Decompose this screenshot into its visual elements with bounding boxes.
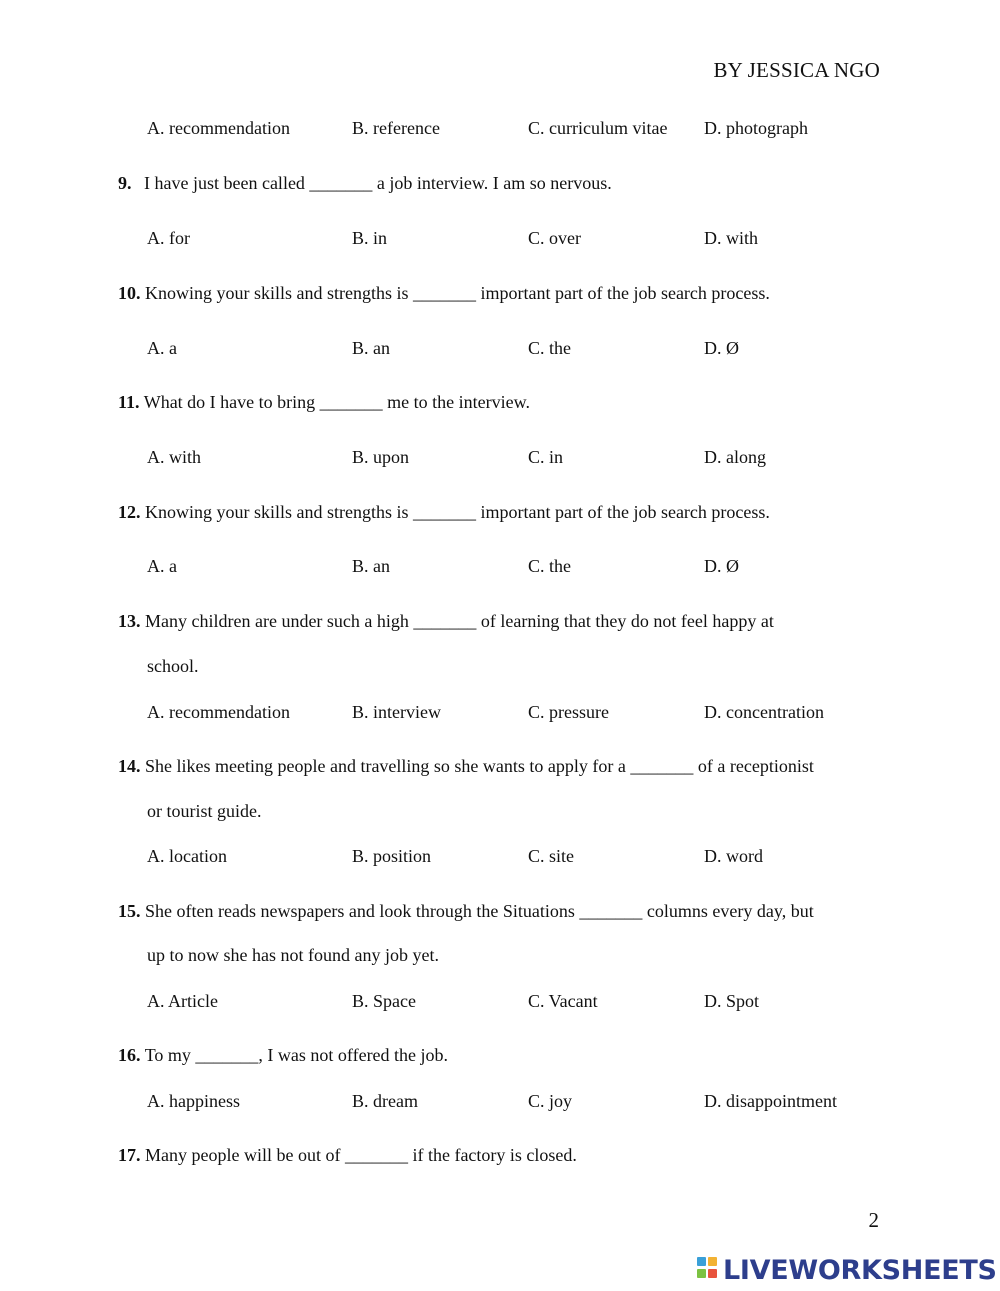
question-number: 11.	[118, 392, 140, 412]
question-10	[118, 283, 888, 304]
question-text-continued: school.	[147, 656, 199, 676]
option-d[interactable]: D. Spot	[704, 991, 760, 1011]
question-number: 15.	[118, 901, 141, 921]
author-header: BY JESSICA NGO	[713, 58, 880, 82]
option-b[interactable]: B. reference	[352, 118, 440, 138]
option-b[interactable]: B. interview	[352, 702, 441, 722]
option-a[interactable]: A. recommendation	[147, 118, 290, 138]
option-c[interactable]: C. pressure	[528, 702, 609, 722]
option-b[interactable]: B. dream	[352, 1091, 418, 1111]
answer-options	[147, 447, 887, 475]
option-a[interactable]: A. a	[147, 338, 177, 358]
option-a[interactable]: A. Article	[147, 991, 218, 1011]
question-number: 12.	[118, 502, 141, 522]
option-a[interactable]: A. a	[147, 556, 177, 576]
question-number: 9.	[118, 173, 132, 193]
answer-options	[147, 118, 887, 146]
option-a[interactable]: A. for	[147, 228, 190, 248]
question-11	[118, 392, 888, 413]
question-number: 16.	[118, 1045, 141, 1065]
option-c[interactable]: C. site	[528, 846, 575, 866]
question-text: What do I have to bring _______ me to the interview.	[143, 392, 530, 412]
question-text-continued: up to now she has not found any job yet.	[147, 945, 439, 965]
answer-options	[147, 338, 887, 366]
answer-options	[147, 991, 887, 1019]
question-text: She often reads newspapers and look through the Situations _______ columns every day, but	[145, 901, 814, 921]
option-c[interactable]: C. in	[528, 447, 564, 467]
option-b[interactable]: B. upon	[352, 447, 410, 467]
option-d[interactable]: D. word	[704, 846, 763, 866]
question-14	[118, 756, 888, 777]
option-b[interactable]: B. an	[352, 556, 390, 576]
question-15	[118, 901, 888, 922]
option-b[interactable]: B. in	[352, 228, 388, 248]
option-d[interactable]: D. disappointment	[704, 1091, 837, 1111]
question-number: 14.	[118, 756, 141, 776]
answer-options	[147, 846, 887, 874]
option-d[interactable]: D. along	[704, 447, 766, 467]
answer-options	[147, 228, 887, 256]
option-d[interactable]: D. with	[704, 228, 758, 248]
question-12	[118, 502, 888, 523]
option-b[interactable]: B. Space	[352, 991, 416, 1011]
question-text-continued: or tourist guide.	[147, 801, 262, 821]
option-d[interactable]: D. concentration	[704, 702, 824, 722]
question-9	[118, 173, 888, 194]
option-d[interactable]: D. Ø	[704, 556, 739, 576]
option-c[interactable]: C. the	[528, 556, 571, 576]
question-text: Knowing your skills and strengths is _______ important part of the job search process.	[145, 502, 770, 522]
option-b[interactable]: B. an	[352, 338, 390, 358]
option-b[interactable]: B. position	[352, 846, 432, 866]
question-number: 10.	[118, 283, 141, 303]
option-a[interactable]: A. location	[147, 846, 227, 866]
question-16	[118, 1045, 888, 1066]
question-text: I have just been called _______ a job interview. I am so nervous.	[144, 173, 612, 193]
brand-name: LIVEWORKSHEETS	[723, 1254, 997, 1286]
question-text: To my _______, I was not offered the job.	[144, 1045, 449, 1065]
question-17	[118, 1145, 888, 1166]
option-d[interactable]: D. photograph	[704, 118, 808, 138]
option-a[interactable]: A. with	[147, 447, 201, 467]
option-d[interactable]: D. Ø	[704, 338, 739, 358]
question-text: Many children are under such a high _______ of learning that they do not feel happy at	[145, 611, 774, 631]
option-a[interactable]: A. happiness	[147, 1091, 240, 1111]
option-a[interactable]: A. recommendation	[147, 702, 290, 722]
question-text: She likes meeting people and travelling so she wants to apply for a _______ of a receptionist	[145, 756, 814, 776]
question-number: 17.	[118, 1145, 141, 1165]
answer-options	[147, 702, 887, 730]
liveworksheets-logo-icon	[697, 1256, 721, 1284]
answer-options	[147, 1091, 887, 1119]
liveworksheets-logo[interactable]	[697, 1254, 997, 1286]
page-number: 2	[868, 1208, 879, 1232]
answer-options	[147, 556, 887, 584]
option-c[interactable]: C. curriculum vitae	[528, 118, 668, 138]
option-c[interactable]: C. Vacant	[528, 991, 598, 1011]
question-text: Knowing your skills and strengths is _______ important part of the job search process.	[145, 283, 770, 303]
option-c[interactable]: C. joy	[528, 1091, 573, 1111]
question-number: 13.	[118, 611, 141, 631]
question-13	[118, 611, 888, 632]
option-c[interactable]: C. over	[528, 228, 581, 248]
question-text: Many people will be out of _______ if the factory is closed.	[145, 1145, 577, 1165]
option-c[interactable]: C. the	[528, 338, 571, 358]
